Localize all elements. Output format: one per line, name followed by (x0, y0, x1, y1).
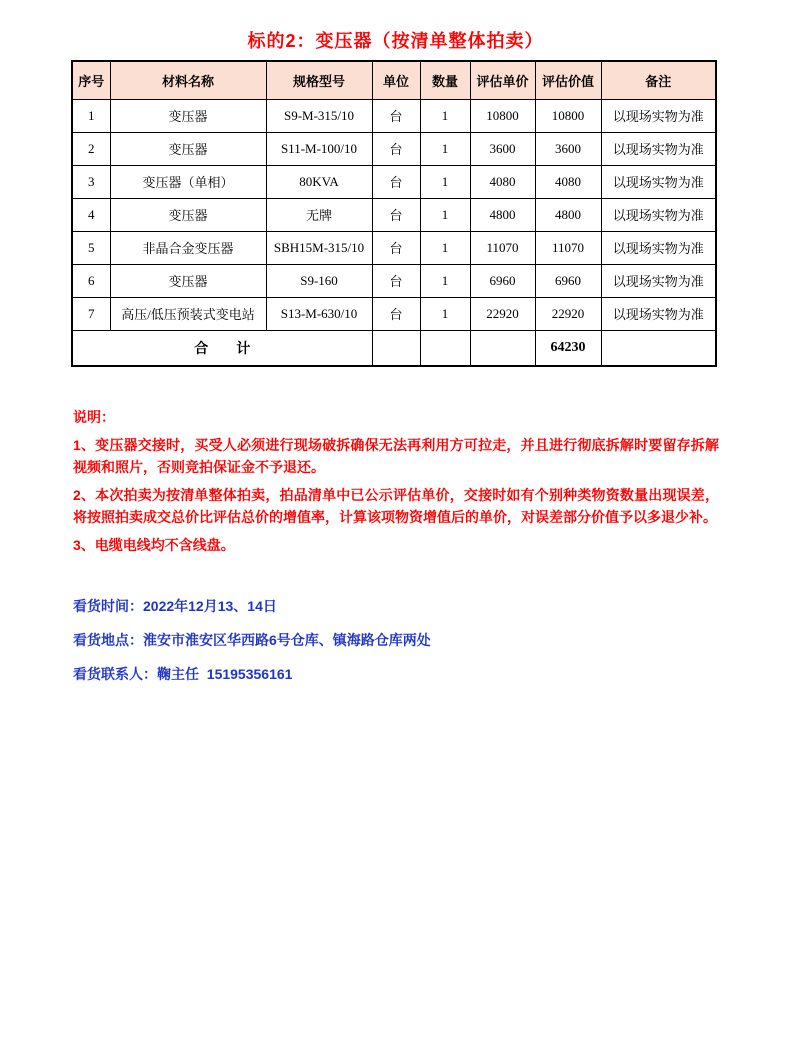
table-cell: 3 (72, 165, 110, 198)
items-table (71, 60, 717, 367)
total-row (72, 330, 716, 366)
table-cell: 1 (420, 297, 470, 330)
table-body (72, 99, 716, 330)
table-cell: 1 (420, 198, 470, 231)
column-header: 备注 (601, 61, 716, 99)
total-empty-remark-cell (601, 330, 716, 366)
column-header: 评估价值 (535, 61, 601, 99)
page-title: 标的2：变压器（按清单整体拍卖） (247, 31, 544, 51)
table-cell: 4080 (535, 165, 601, 198)
table-cell: 6 (72, 264, 110, 297)
table-cell: 4800 (535, 198, 601, 231)
table-cell: 4080 (470, 165, 535, 198)
table-row (72, 132, 716, 165)
table-cell: S11-M-100/10 (266, 132, 372, 165)
table-cell: 以现场实物为准 (601, 231, 716, 264)
table-cell: 以现场实物为准 (601, 99, 716, 132)
table-cell: 变压器 (110, 99, 266, 132)
table-cell: 变压器 (110, 264, 266, 297)
viewing-contact: 看货联系人：鞠主任 15195356161 (73, 666, 293, 682)
table-cell: 以现场实物为准 (601, 198, 716, 231)
table-cell: 台 (372, 231, 420, 264)
table-row (72, 231, 716, 264)
table-header-row (72, 61, 716, 99)
table-cell: 非晶合金变压器 (110, 231, 266, 264)
total-value-cell: 64230 (535, 330, 601, 366)
table-cell: 1 (420, 165, 470, 198)
table-cell: 2 (72, 132, 110, 165)
table-cell: 台 (372, 198, 420, 231)
table-cell: 80KVA (266, 165, 372, 198)
table-cell: 台 (372, 165, 420, 198)
table-row (72, 198, 716, 231)
note-item: 1、变压器交接时，买受人必须进行现场破拆确保无法再利用方可拉走，并且进行彻底拆解时要留存拆解视频和照片，否则竞拍保证金不予退还。 (73, 437, 719, 475)
table-row (72, 297, 716, 330)
table-cell: 台 (372, 264, 420, 297)
table-cell: 4 (72, 198, 110, 231)
column-header: 数量 (420, 61, 470, 99)
table-cell: 以现场实物为准 (601, 165, 716, 198)
table-cell: S9-160 (266, 264, 372, 297)
table-cell: 22920 (470, 297, 535, 330)
table-cell: 高压/低压预装式变电站 (110, 297, 266, 330)
table-row (72, 99, 716, 132)
table-cell: 5 (72, 231, 110, 264)
table-cell: 11070 (470, 231, 535, 264)
table-cell: 3600 (535, 132, 601, 165)
notes-heading: 说明： (73, 409, 115, 425)
table-cell: 变压器（单相） (110, 165, 266, 198)
table-cell: 22920 (535, 297, 601, 330)
notes-section (73, 406, 719, 556)
table-cell: 1 (420, 231, 470, 264)
table-cell: 以现场实物为准 (601, 264, 716, 297)
table-cell: 以现场实物为准 (601, 297, 716, 330)
total-empty-unit-cell (372, 330, 420, 366)
table-cell: 台 (372, 132, 420, 165)
viewing-location: 看货地点：淮安市淮安区华西路6号仓库、镇海路仓库两处 (73, 632, 431, 648)
table-cell: 6960 (535, 264, 601, 297)
table-cell: 11070 (535, 231, 601, 264)
table-cell: 1 (420, 264, 470, 297)
table-cell: 以现场实物为准 (601, 132, 716, 165)
viewing-time: 看货时间：2022年12月13、14日 (73, 598, 277, 614)
table-cell: 1 (420, 132, 470, 165)
total-empty-qty-cell (420, 330, 470, 366)
column-header: 单位 (372, 61, 420, 99)
table-cell: 3600 (470, 132, 535, 165)
table-row (72, 264, 716, 297)
total-empty-unitprice-cell (470, 330, 535, 366)
table-cell: S9-M-315/10 (266, 99, 372, 132)
total-label-cell: 合 计 (72, 330, 372, 366)
table-cell: 10800 (470, 99, 535, 132)
table-cell: 6960 (470, 264, 535, 297)
table-cell: 无牌 (266, 198, 372, 231)
note-item: 2、本次拍卖为按清单整体拍卖，拍品清单中已公示评估单价，交接时如有个别种类物资数量出现误差，将按照拍卖成交总价比评估总价的增值率，计算该项物资增值后的单价，对误差部分价值予以多退少补。 (73, 487, 719, 525)
table-cell: 变压器 (110, 198, 266, 231)
table-row (72, 165, 716, 198)
table-cell: 1 (420, 99, 470, 132)
table-cell: 台 (372, 99, 420, 132)
table-cell: S13-M-630/10 (266, 297, 372, 330)
table-cell: 4800 (470, 198, 535, 231)
table-cell: 7 (72, 297, 110, 330)
table-cell: 台 (372, 297, 420, 330)
table-cell: 变压器 (110, 132, 266, 165)
column-header: 评估单价 (470, 61, 535, 99)
table-cell: 10800 (535, 99, 601, 132)
column-header: 规格型号 (266, 61, 372, 99)
table-cell: SBH15M-315/10 (266, 231, 372, 264)
column-header: 材料名称 (110, 61, 266, 99)
table-cell: 1 (72, 99, 110, 132)
note-item: 3、电缆电线均不含线盘。 (73, 537, 235, 553)
column-header: 序号 (72, 61, 110, 99)
viewing-info-section (73, 596, 719, 698)
